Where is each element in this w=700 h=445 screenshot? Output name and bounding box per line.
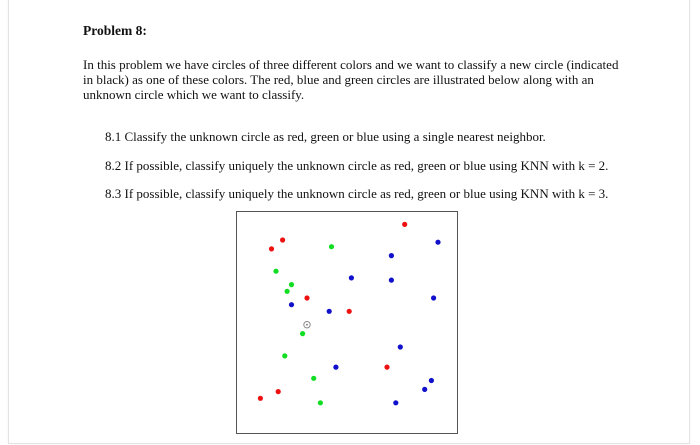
red-point-4: [347, 309, 352, 314]
green-point-5: [300, 331, 305, 336]
blue-point-5: [289, 302, 294, 307]
green-point-8: [318, 400, 323, 405]
blue-point-1: [435, 240, 440, 245]
blue-point-3: [349, 275, 354, 280]
blue-point-7: [431, 295, 436, 300]
red-point-8: [276, 389, 281, 394]
green-point-7: [311, 376, 316, 381]
unknown-point-center: [306, 324, 308, 326]
blue-point-2: [389, 253, 394, 258]
red-point-3: [304, 295, 309, 300]
red-point-7: [258, 396, 263, 401]
problem-intro: In this problem we have circles of three different colors and we want to classify a new circle (indicated in black) as one of these colors. The red, blue and green circles are illustrated below along with an unknown circle which we want to classify.: [83, 57, 619, 102]
green-point-1: [329, 244, 334, 249]
knn-scatter-plot: [236, 211, 458, 434]
red-point-5: [384, 365, 389, 370]
blue-point-6: [327, 309, 332, 314]
blue-point-12: [393, 400, 398, 405]
plot-border: [237, 212, 458, 434]
question-8-3: 8.3 If possible, classify uniquely the unknown circle as red, green or blue using KNN with k = 3.: [105, 186, 609, 201]
blue-point-4: [389, 278, 394, 283]
question-8-2: 8.2 If possible, classify uniquely the unknown circle as red, green or blue using KNN with k = 2.: [105, 158, 609, 173]
blue-point-11: [422, 387, 427, 392]
green-point-4: [285, 289, 290, 294]
problem-title: Problem 8:: [83, 23, 147, 38]
question-8-1: 8.1 Classify the unknown circle as red, green or blue using a single nearest neighbor.: [105, 129, 546, 144]
red-point-1: [280, 237, 285, 242]
green-point-3: [289, 282, 294, 287]
red-point-2: [269, 246, 274, 251]
red-point-6: [402, 222, 407, 227]
green-point-6: [282, 353, 287, 358]
blue-point-9: [333, 365, 338, 370]
green-point-2: [273, 269, 278, 274]
blue-point-10: [429, 378, 434, 383]
knn-scatter-figure: [236, 211, 458, 434]
blue-point-8: [398, 344, 403, 349]
